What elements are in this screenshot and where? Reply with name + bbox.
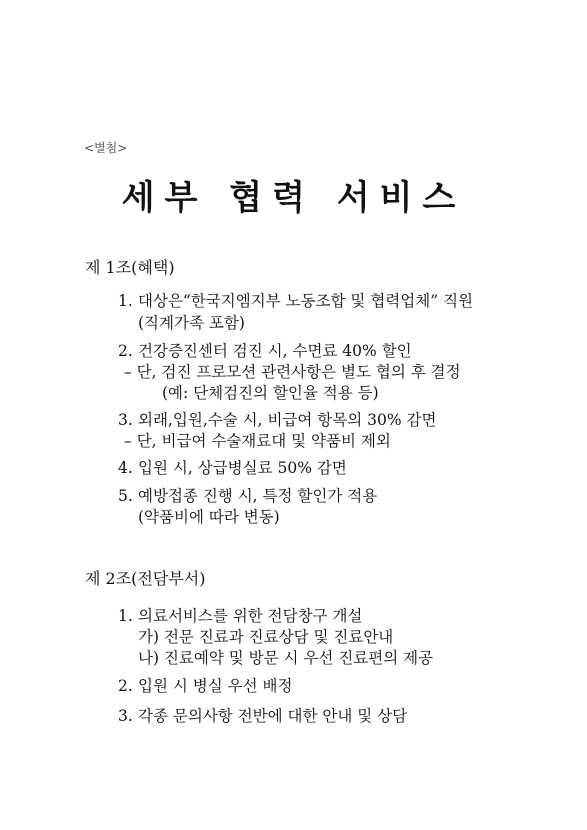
item-number: 3. (118, 411, 133, 429)
article-1-item-1 (118, 291, 473, 311)
item-number: 1. (118, 607, 133, 625)
item-number: 2. (118, 342, 133, 360)
article-1-item-1-note: (직계가족 포함) (138, 314, 245, 332)
item-number: 5. (118, 487, 133, 505)
article-1-item-3-note: – 단, 비급여 수술재료대 및 약품비 제외 (124, 432, 391, 450)
item-text: 입원 시 병실 우선 배정 (138, 677, 293, 695)
article-1-item-2-note-2: (예: 단체검진의 할인율 적용 등) (162, 384, 379, 402)
item-text: 의료서비스를 위한 전담창구 개설 (138, 607, 363, 625)
item-text: 입원 시, 상급병실료 50% 감면 (138, 459, 347, 477)
article-1-item-5-note: (약품비에 따라 변동) (138, 508, 280, 526)
article-2-item-1-sub-a: 가) 전문 진료과 진료상담 및 진료안내 (138, 628, 394, 646)
article-1-item-4 (118, 458, 347, 478)
article-1-title: 제 1조(혜택) (85, 258, 175, 277)
item-number: 2. (118, 677, 133, 695)
article-1-item-2 (118, 341, 412, 361)
item-text: 건강증진센터 검진 시, 수면료 40% 할인 (138, 342, 412, 360)
article-1-item-3 (118, 410, 436, 430)
article-1-item-5 (118, 486, 377, 506)
article-2-item-3 (118, 706, 407, 726)
document-title: 세부 협력 서비스 (121, 178, 466, 218)
article-2-title: 제 2조(전담부서) (85, 569, 206, 588)
item-number: 1. (118, 292, 133, 310)
article-2-item-1-sub-b: 나) 진료예약 및 방문 시 우선 진료편의 제공 (138, 649, 434, 667)
item-number: 4. (118, 459, 133, 477)
item-text: 예방접종 진행 시, 특정 할인가 적용 (138, 487, 378, 505)
item-text: 각종 문의사항 전반에 대한 안내 및 상담 (138, 707, 408, 725)
article-2-item-2 (118, 676, 292, 696)
item-text: 외래,입원,수술 시, 비급여 항목의 30% 감면 (138, 411, 437, 429)
attachment-label: <별첨> (84, 141, 128, 155)
article-1-item-2-note-1: – 단, 검진 프로모션 관련사항은 별도 협의 후 결정 (124, 363, 461, 381)
article-2-item-1 (118, 606, 362, 626)
item-text: 대상은“한국지엠지부 노동조합 및 협력업체” 직원 (138, 292, 474, 310)
item-number: 3. (118, 707, 133, 725)
